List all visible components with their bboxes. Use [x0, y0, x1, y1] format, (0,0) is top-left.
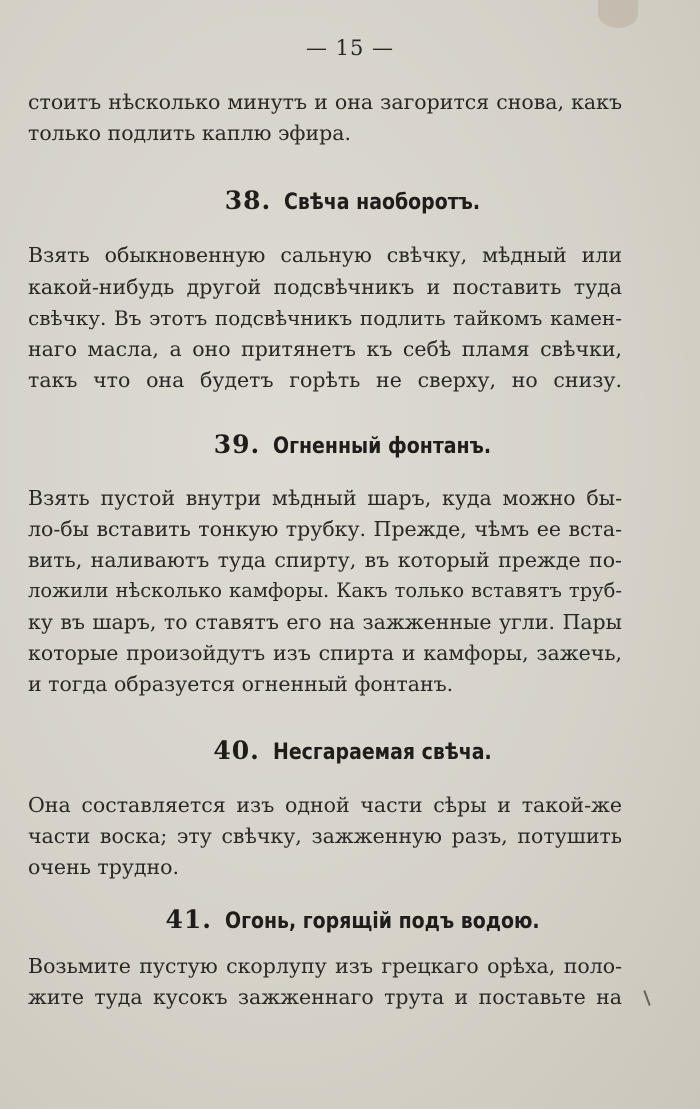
text-line: очень трудно. [28, 855, 180, 879]
text-line: какой-нибудь другой подсвѣчникъ и поставить туда [28, 275, 622, 299]
section-title: Огонь, горящій подъ водою. [225, 909, 540, 934]
section-number: 39. [213, 430, 261, 459]
text-line: ку въ шаръ, то ставятъ его на зажженные угли. Пары [28, 610, 622, 634]
text-line: свѣчку. Въ этотъ подсвѣчникъ подлить тайкомъ камен- [28, 306, 622, 330]
text-line: жите туда кусокъ зажженнаго трута и поставьте на [28, 985, 622, 1009]
text-line: и тогда образуется огненный фонтанъ. [28, 672, 454, 696]
text-line: вить, наливаютъ туда спирту, въ который прежде по- [28, 548, 622, 572]
section-title: Огненный фонтанъ. [273, 434, 492, 459]
text-line: Она составляется изъ одной части сѣры и такой-же [28, 793, 622, 817]
section-title: Свѣча наоборотъ. [284, 190, 481, 215]
text-line: ло-бы вставить тонкую трубку. Прежде, чѣмъ ее вста- [28, 517, 622, 541]
text-line: части воска; эту свѣчку, зажженную разъ, потушить [28, 824, 622, 848]
section-number: 38. [224, 186, 272, 215]
section-heading-39 [0, 430, 700, 459]
section-title: Несгараемая свѣча. [272, 740, 492, 765]
section-number: 40. [213, 736, 260, 765]
text-line: Взять обыкновенную сальную свѣчку, мѣдный или [28, 243, 622, 267]
page-number: — 15 — [305, 36, 395, 60]
text-line: ложили нѣсколько камфоры. Какъ только вставятъ труб- [28, 579, 622, 602]
text-line: Возьмите пустую скорлупу изъ грецкаго орѣха, поло- [28, 954, 622, 978]
text-line: Взять пустой внутри мѣдный шаръ, куда можно бы- [28, 486, 622, 510]
text-line: стоитъ нѣсколько минутъ и она загорится снова, какъ [28, 90, 622, 114]
text-line: такъ что она будетъ горѣть не сверху, но снизу. [28, 368, 622, 392]
paper-stain [598, 0, 638, 28]
margin-mark [643, 990, 650, 1006]
text-line: которые произойдутъ изъ спирта и камфоры, зажечь, [28, 641, 622, 665]
section-heading-38 [0, 186, 700, 215]
section-number: 41. [165, 905, 212, 934]
section-heading-40 [0, 736, 700, 765]
text-line: наго масла, а оно притянетъ къ себѣ пламя свѣчки, [28, 337, 622, 361]
section-heading-41 [0, 905, 700, 934]
text-line: только подлить каплю эфира. [28, 121, 352, 145]
